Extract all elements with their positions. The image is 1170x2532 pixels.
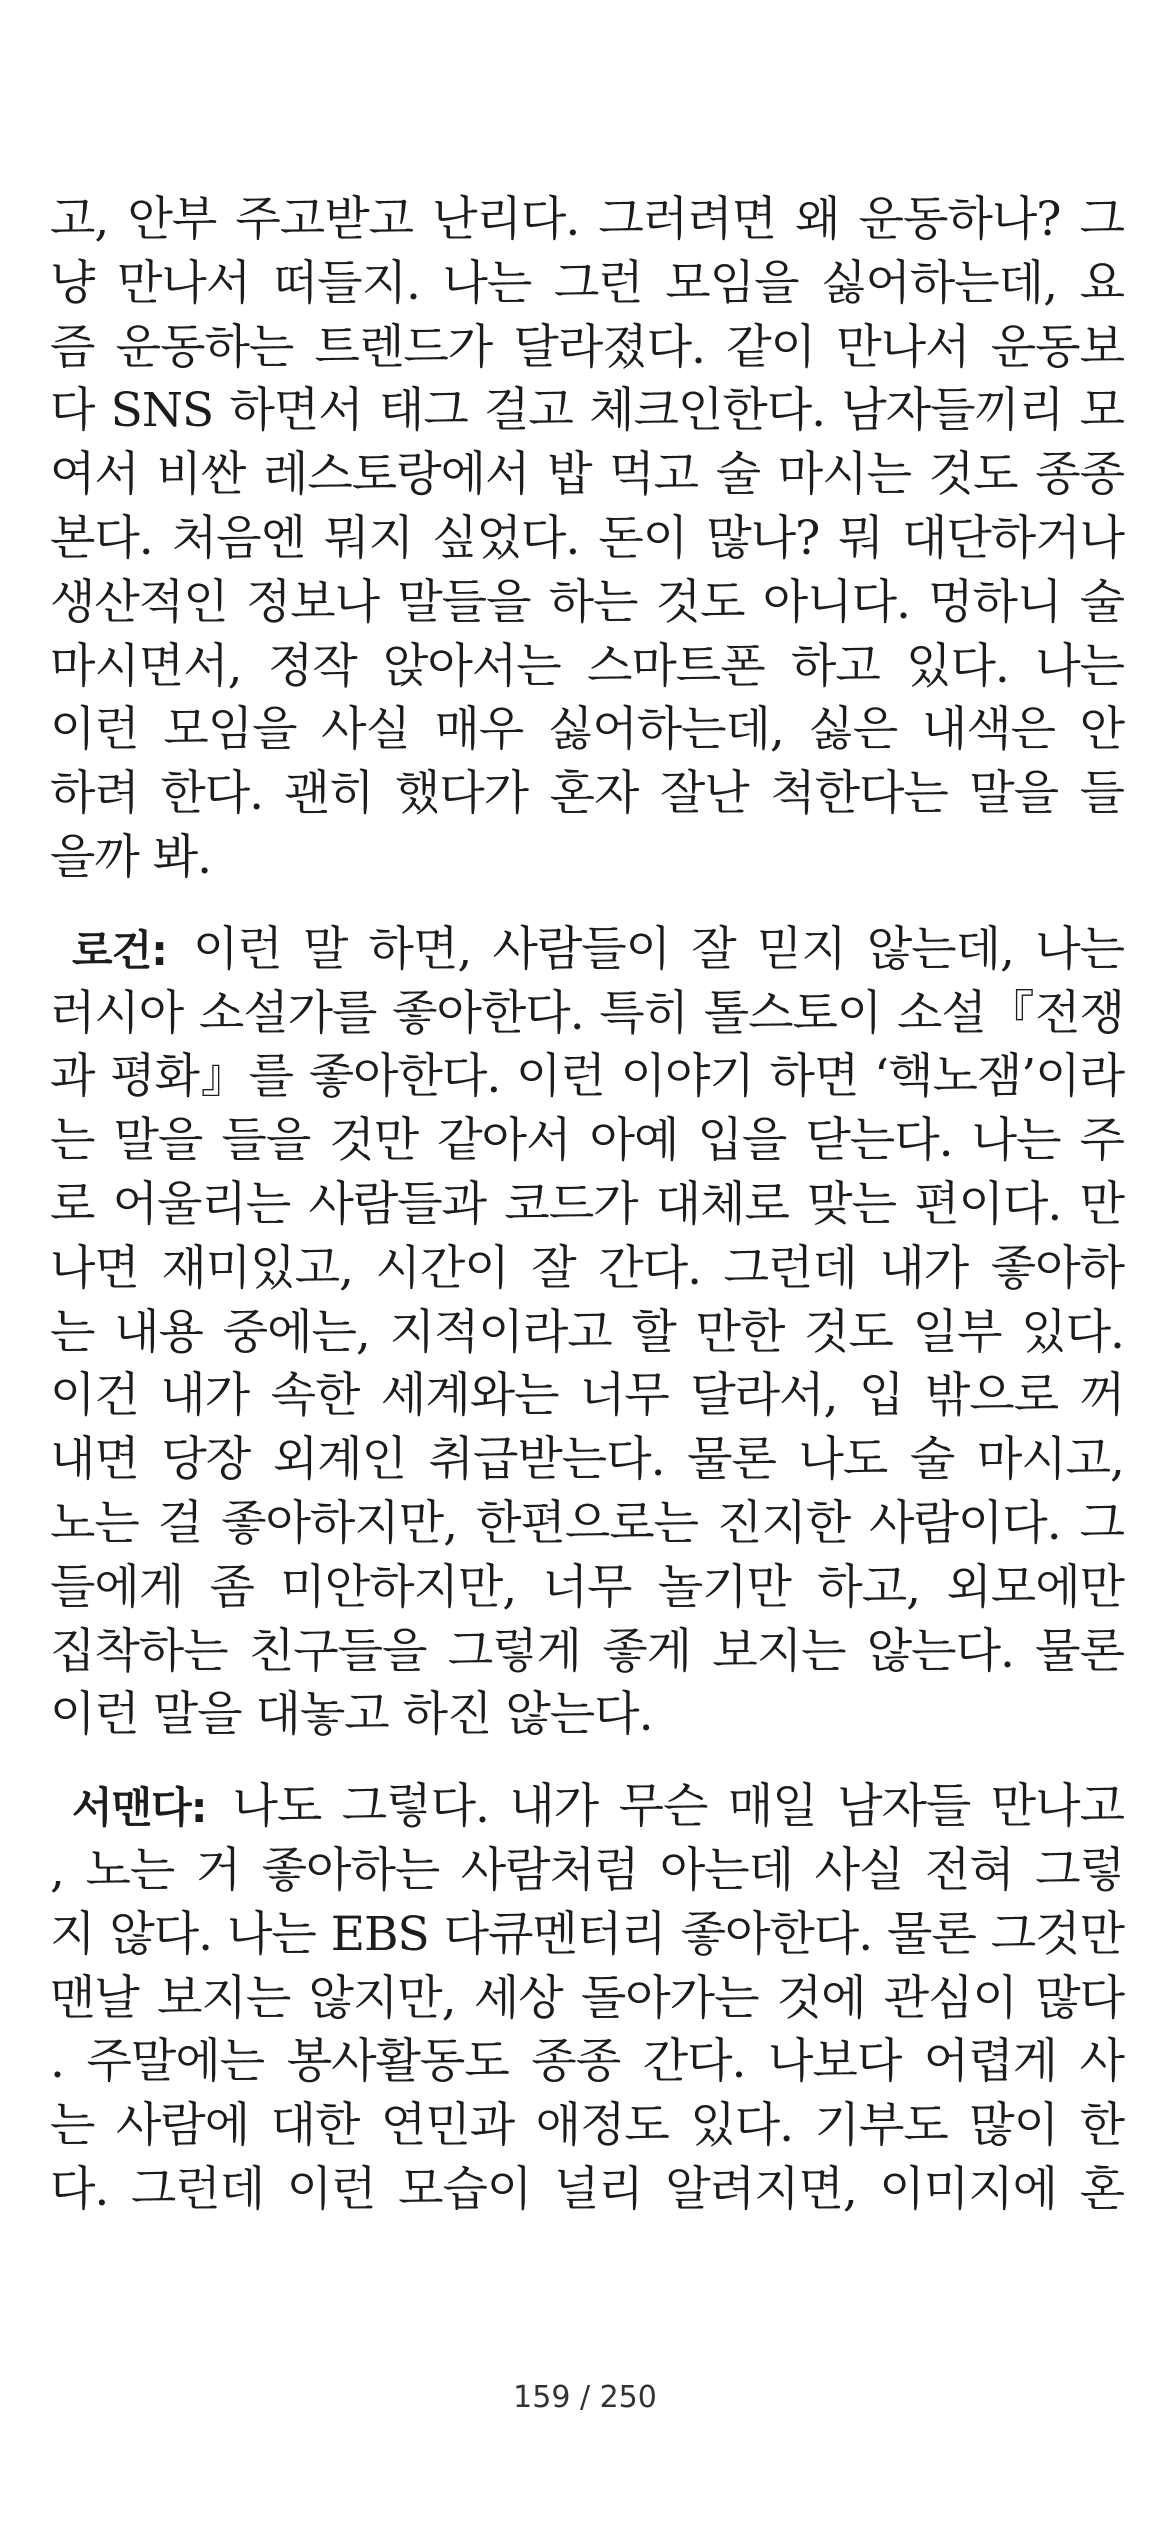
text-line-with-speaker <box>50 918 1124 982</box>
text-line: 마시면서, 정작 앉아서는 스마트폰 하고 있다. 나는 <box>50 638 1124 694</box>
text-line: 본다. 처음엔 뭐지 싶었다. 돈이 많나? 뭐 대단하거나 <box>50 510 1124 566</box>
text-line: 들에게 좀 미안하지만, 너무 놀기만 하고, 외모에만 <box>50 1559 1124 1615</box>
text-line: 맨날 보지는 않지만, 세상 돌아가는 것에 관심이 많다 <box>50 1970 1124 2026</box>
text-line: 나면 재미있고, 시간이 잘 간다. 그런데 내가 좋아하 <box>50 1240 1124 1296</box>
text-line: 을까 봐. <box>50 829 212 885</box>
paragraph-2 <box>50 918 1124 1747</box>
text-line: 고, 안부 주고받고 난리다. 그러려면 왜 운동하나? 그 <box>50 192 1124 247</box>
text-line: 지 않다. 나는 EBS 다큐멘터리 좋아한다. 물론 그것만 <box>50 1906 1124 1962</box>
speaker-label: 로건: <box>72 925 167 975</box>
text-line: 이건 내가 속한 세계와는 너무 달라서, 입 밖으로 꺼 <box>50 1368 1124 1424</box>
text-line: 이런 말을 대놓고 하진 않는다. <box>50 1687 653 1743</box>
page-body <box>50 188 1124 2222</box>
text-line: 는 사람에 대한 연민과 애정도 있다. 기부도 많이 한 <box>50 2098 1124 2154</box>
text-line: 과 평화』를 좋아한다. 이런 이야기 하면 ‘핵노잼’이라 <box>50 1049 1124 1105</box>
paragraph-spacer <box>50 1747 1124 1775</box>
text-line: 즘 운동하는 트렌드가 달라졌다. 같이 만나서 운동보 <box>50 319 1124 375</box>
text-line: 하려 한다. 괜히 했다가 혼자 잘난 척한다는 말을 들 <box>50 766 1124 822</box>
text-line: 내면 당장 외계인 취급받는다. 물론 나도 술 마시고, <box>50 1432 1124 1488</box>
text-line: 집착하는 친구들을 그렇게 좋게 보지는 않는다. 물론 <box>50 1623 1124 1679</box>
paragraph-1 <box>50 188 1124 890</box>
paragraph-spacer <box>50 890 1124 918</box>
text-line: 이런 말 하면, 사람들이 잘 믿지 않는데, 나는 <box>192 921 1124 977</box>
text-line: 러시아 소설가를 좋아한다. 특히 톨스토이 소설『전쟁 <box>50 985 1124 1041</box>
text-line: 로 어울리는 사람들과 코드가 대체로 맞는 편이다. 만 <box>50 1176 1124 1232</box>
text-line: 나도 그렇다. 내가 무슨 매일 남자들 만나고 <box>232 1779 1124 1835</box>
page-number: 159 / 250 <box>513 2380 657 2415</box>
text-line: 여서 비싼 레스토랑에서 밥 먹고 술 마시는 것도 종종 <box>50 447 1124 503</box>
text-line: . 주말에는 봉사활동도 종종 간다. 나보다 어렵게 사 <box>50 2034 1124 2090</box>
text-line: 다 SNS 하면서 태그 걸고 체크인한다. 남자들끼리 모 <box>50 383 1124 439</box>
text-line: 는 말을 들을 것만 같아서 아예 입을 닫는다. 나는 주 <box>50 1113 1124 1169</box>
text-line: 다. 그런데 이런 모습이 널리 알려지면, 이미지에 혼 <box>50 2161 1124 2217</box>
paragraph-3 <box>50 1775 1124 2222</box>
text-line: 생산적인 정보나 말들을 하는 것도 아니다. 멍하니 술 <box>50 574 1124 630</box>
speaker-label: 서맨다: <box>72 1783 207 1833</box>
text-line: 는 내용 중에는, 지적이라고 할 만한 것도 일부 있다. <box>50 1304 1124 1360</box>
text-line: 냥 만나서 떠들지. 나는 그런 모임을 싫어하는데, 요 <box>50 255 1124 311</box>
text-line-with-speaker <box>50 1775 1124 1839</box>
text-line: , 노는 거 좋아하는 사람처럼 아는데 사실 전혀 그렇 <box>50 1842 1124 1898</box>
text-line: 노는 걸 좋아하지만, 한편으로는 진지한 사람이다. 그 <box>50 1495 1124 1551</box>
text-line: 이런 모임을 사실 매우 싫어하는데, 싫은 내색은 안 <box>50 702 1124 758</box>
